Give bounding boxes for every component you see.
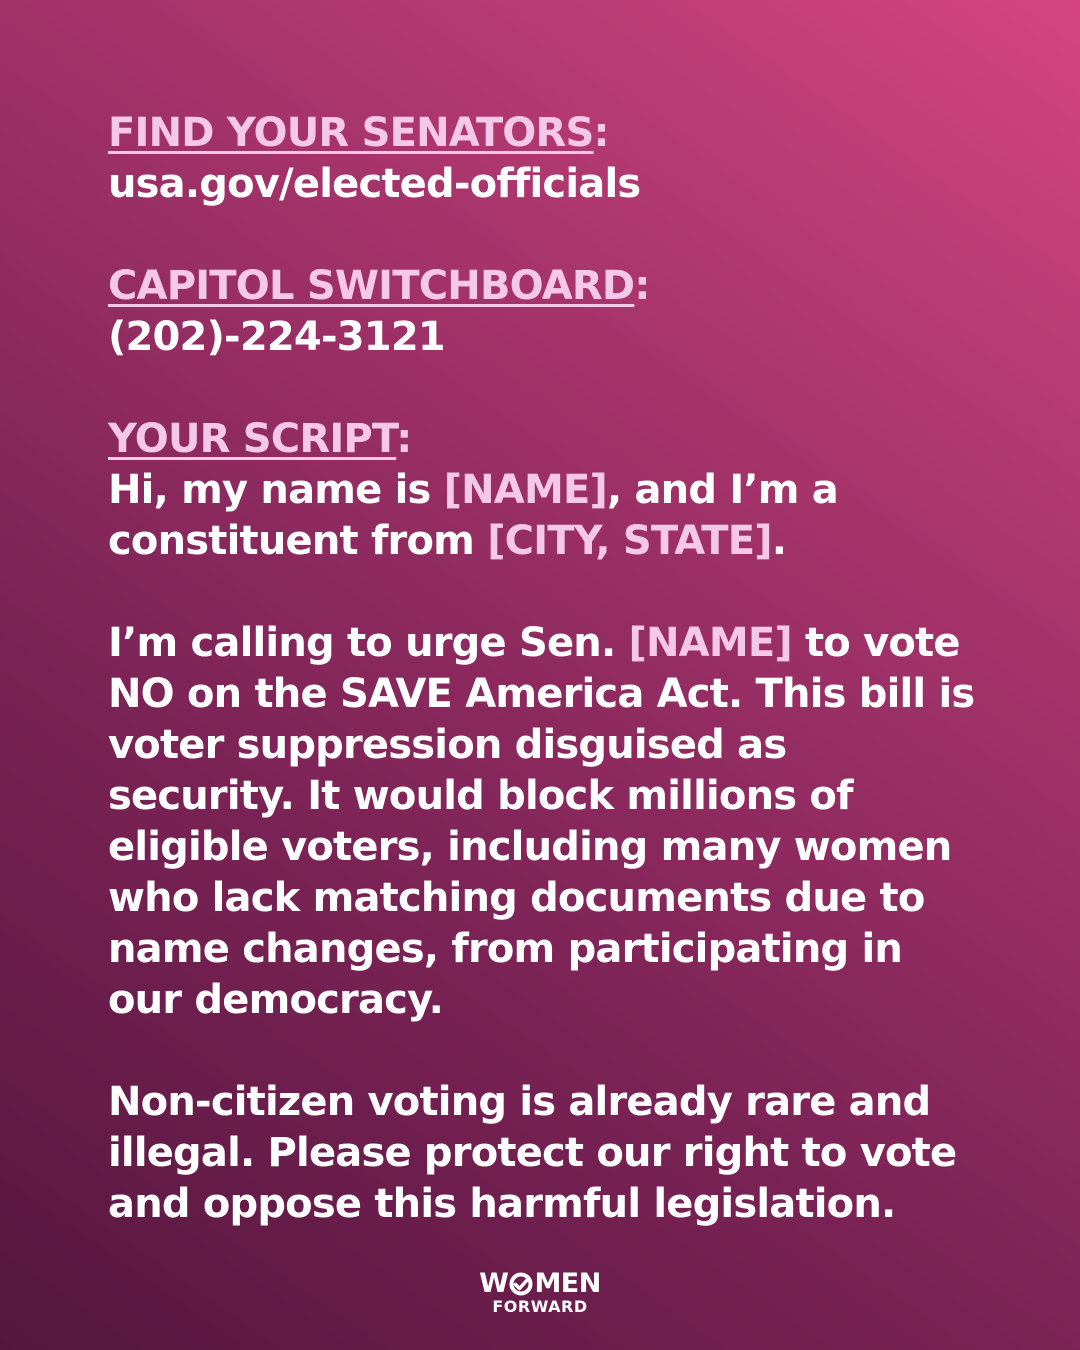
senators-colon: : [593, 110, 609, 156]
switchboard-heading-line [108, 261, 988, 312]
switchboard-section [108, 261, 988, 363]
script-colon: : [396, 416, 412, 462]
script-heading: YOUR SCRIPT [108, 416, 397, 462]
intro-text-3: constituent from [108, 518, 488, 564]
script-body-line: security. It would block millions of [108, 773, 853, 819]
women-forward-logo [0, 1270, 1080, 1316]
script-body-line: voter suppression disguised as [108, 722, 787, 768]
intro-text-1: Hi, my name is [108, 467, 444, 513]
name-placeholder: [NAME] [443, 467, 607, 513]
senators-section [108, 108, 988, 210]
script-body-line: who lack matching documents due to [108, 875, 925, 921]
logo-wordmark-bottom: FORWARD [492, 1297, 588, 1316]
senator-name-placeholder: [NAME] [628, 620, 792, 666]
logo-wordmark-top [479, 1270, 601, 1298]
senators-heading: FIND YOUR SENATORS [108, 110, 594, 156]
logo-letter-w: W [479, 1268, 509, 1299]
script-closing [108, 1077, 988, 1230]
logo-letters-men: MEN [534, 1268, 601, 1299]
switchboard-heading: CAPITOL SWITCHBOARD [108, 263, 635, 309]
location-placeholder: [CITY, STATE] [487, 518, 772, 564]
script-intro-line-1 [108, 465, 988, 516]
intro-text-4: . [771, 518, 787, 564]
script-body [108, 618, 988, 1026]
script-body-line: eligible voters, including many women [108, 824, 952, 870]
script-closing-line: Non-citizen voting is already rare and [108, 1079, 931, 1125]
switchboard-colon: : [634, 263, 650, 309]
script-intro-line-2 [108, 516, 988, 567]
switchboard-phone: (202)-224-3121 [108, 314, 445, 360]
check-circle-icon [509, 1272, 533, 1296]
script-body-line-1 [108, 618, 988, 669]
script-section [108, 414, 988, 567]
script-closing-line: illegal. Please protect our right to vote [108, 1130, 957, 1176]
script-heading-line [108, 414, 988, 465]
intro-text-2: , and I’m a [606, 467, 838, 513]
script-closing-line: and oppose this harmful legislation. [108, 1181, 896, 1227]
script-body-line: our democracy. [108, 977, 444, 1023]
body-text-2: to vote [791, 620, 960, 666]
body-text-1: I’m calling to urge Sen. [108, 620, 629, 666]
senators-url: usa.gov/elected-officials [108, 161, 641, 207]
script-body-line: NO on the SAVE America Act. This bill is [108, 671, 975, 717]
senators-heading-line [108, 108, 988, 159]
call-script-card [108, 108, 988, 1281]
script-body-line: name changes, from participating in [108, 926, 903, 972]
